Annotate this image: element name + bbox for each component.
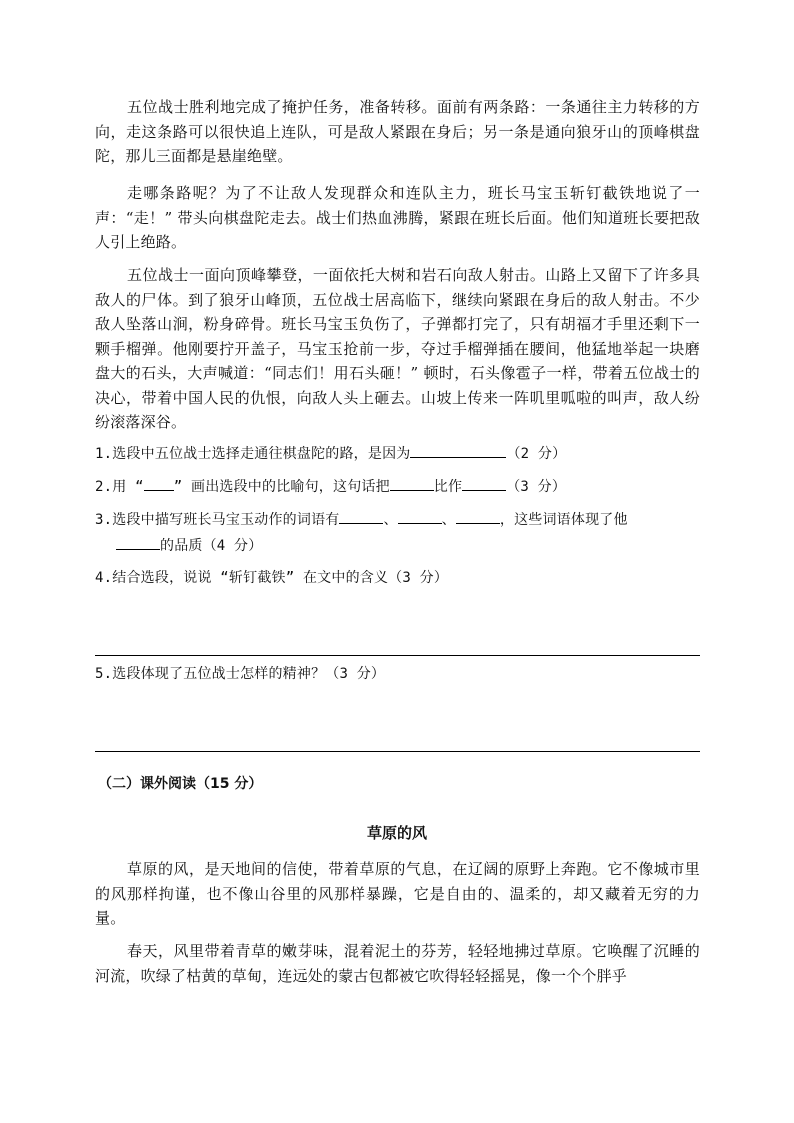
question-3-score: 的品质（4 分） <box>160 538 263 554</box>
question-5-text: 选段体现了五位战士怎样的精神？（3 分） <box>112 666 386 682</box>
question-2-number: 2. <box>95 479 113 495</box>
article-paragraph-2: 春天，风里带着青草的嫩芽味，混着泥土的芬芳，轻轻地拂过草原。它唤醒了沉睡的河流，吹绿了枯黄的草甸，连远处的蒙古包都被它吹得轻轻摇晃，像一个个胖乎 <box>95 942 700 985</box>
answer-blank[interactable] <box>456 509 500 524</box>
question-3-text-b: ，这些词语体现了他 <box>499 512 628 528</box>
question-5-number: 5. <box>95 666 113 682</box>
question-3-continuation <box>95 533 700 559</box>
passage-paragraph-1: 五位战士胜利地完成了掩护任务，准备转移。面前有两条路：一条通往主力转移的方向，走这条路可以很快追上连队，可是敌人紧跟在身后；另一条是通向狼牙山的顶峰棋盘陀，那儿三面都是悬崖绝壁。 <box>95 98 700 165</box>
question-2-text-a: 用 “ <box>112 479 144 495</box>
answer-blank[interactable] <box>462 476 506 491</box>
question-3-text-a: 选段中描写班长马宝玉动作的词语有 <box>112 512 340 528</box>
passage-paragraph-3: 五位战士一面向顶峰攀登，一面依托大树和岩石向敌人射击。山路上又留下了许多具敌人的尸体。到了狼牙山峰顶，五位战士居高临下，继续向紧跟在身后的敌人射击。不少敌人坠落山涧，粉身碎骨。班长马宝玉负伤了，子弹都打完了，只有胡福才手里还剩下一颗手榴弹。他刚要拧开盖子，马宝玉抢前一步，夺过手榴弹插在腰间，他猛地举起一块磨盘大的石头，大声喊道：“同志们！用石头砸！” 顿时，石头像雹子一样，带着五位战士的决心，带着中国人民的仇恨，向敌人头上砸去。山坡上传来一阵叽里呱啦的叫声，敌人纷纷滚落深谷。 <box>95 266 700 431</box>
passage-paragraph-2: 走哪条路呢？为了不让敌人发现群众和连队主力，班长马宝玉斩钉截铁地说了一声：“走！” 带头向棋盘陀走去。战士们热血沸腾，紧跟在班长后面。他们知道班长要把敌人引上绝路。 <box>95 184 700 251</box>
question-1-text: 选段中五位战士选择走通往棋盘陀的路，是因为 <box>112 446 411 462</box>
question-4 <box>95 565 700 591</box>
question-5 <box>95 661 700 687</box>
question-3-separator: 、 <box>441 512 456 528</box>
question-1 <box>95 441 700 467</box>
article-title: 草原的风 <box>366 824 427 842</box>
question-3 <box>95 507 700 559</box>
answer-blank[interactable] <box>339 509 383 524</box>
question-1-score: （2 分） <box>506 446 567 462</box>
question-1-number: 1. <box>95 446 113 462</box>
answer-line-q4[interactable] <box>95 655 700 656</box>
question-2 <box>95 474 700 500</box>
answer-blank[interactable] <box>116 535 160 550</box>
question-3-number: 3. <box>95 512 113 528</box>
answer-blank[interactable] <box>398 509 442 524</box>
question-2-text-b: ” 画出选段中的比喻句，这句话把 <box>173 479 390 495</box>
section-heading: （二）课外阅读（15 分） <box>98 776 263 792</box>
question-3-separator: 、 <box>383 512 398 528</box>
underline-mark-blank <box>144 476 174 491</box>
question-2-text-c: 比作 <box>433 479 463 495</box>
answer-line-q5[interactable] <box>95 751 700 752</box>
answer-blank[interactable] <box>410 443 506 458</box>
answer-blank[interactable] <box>390 476 434 491</box>
question-4-text: 结合选段，说说 “斩钉截铁” 在文中的含义（3 分） <box>112 570 449 586</box>
question-4-number: 4. <box>95 570 113 586</box>
article-paragraph-1: 草原的风，是天地间的信使，带着草原的气息，在辽阔的原野上奔跑。它不像城市里的风那样拘谨，也不像山谷里的风那样暴躁，它是自由的、温柔的，却又藏着无穷的力量。 <box>95 860 700 927</box>
question-2-score: （3 分） <box>506 479 567 495</box>
